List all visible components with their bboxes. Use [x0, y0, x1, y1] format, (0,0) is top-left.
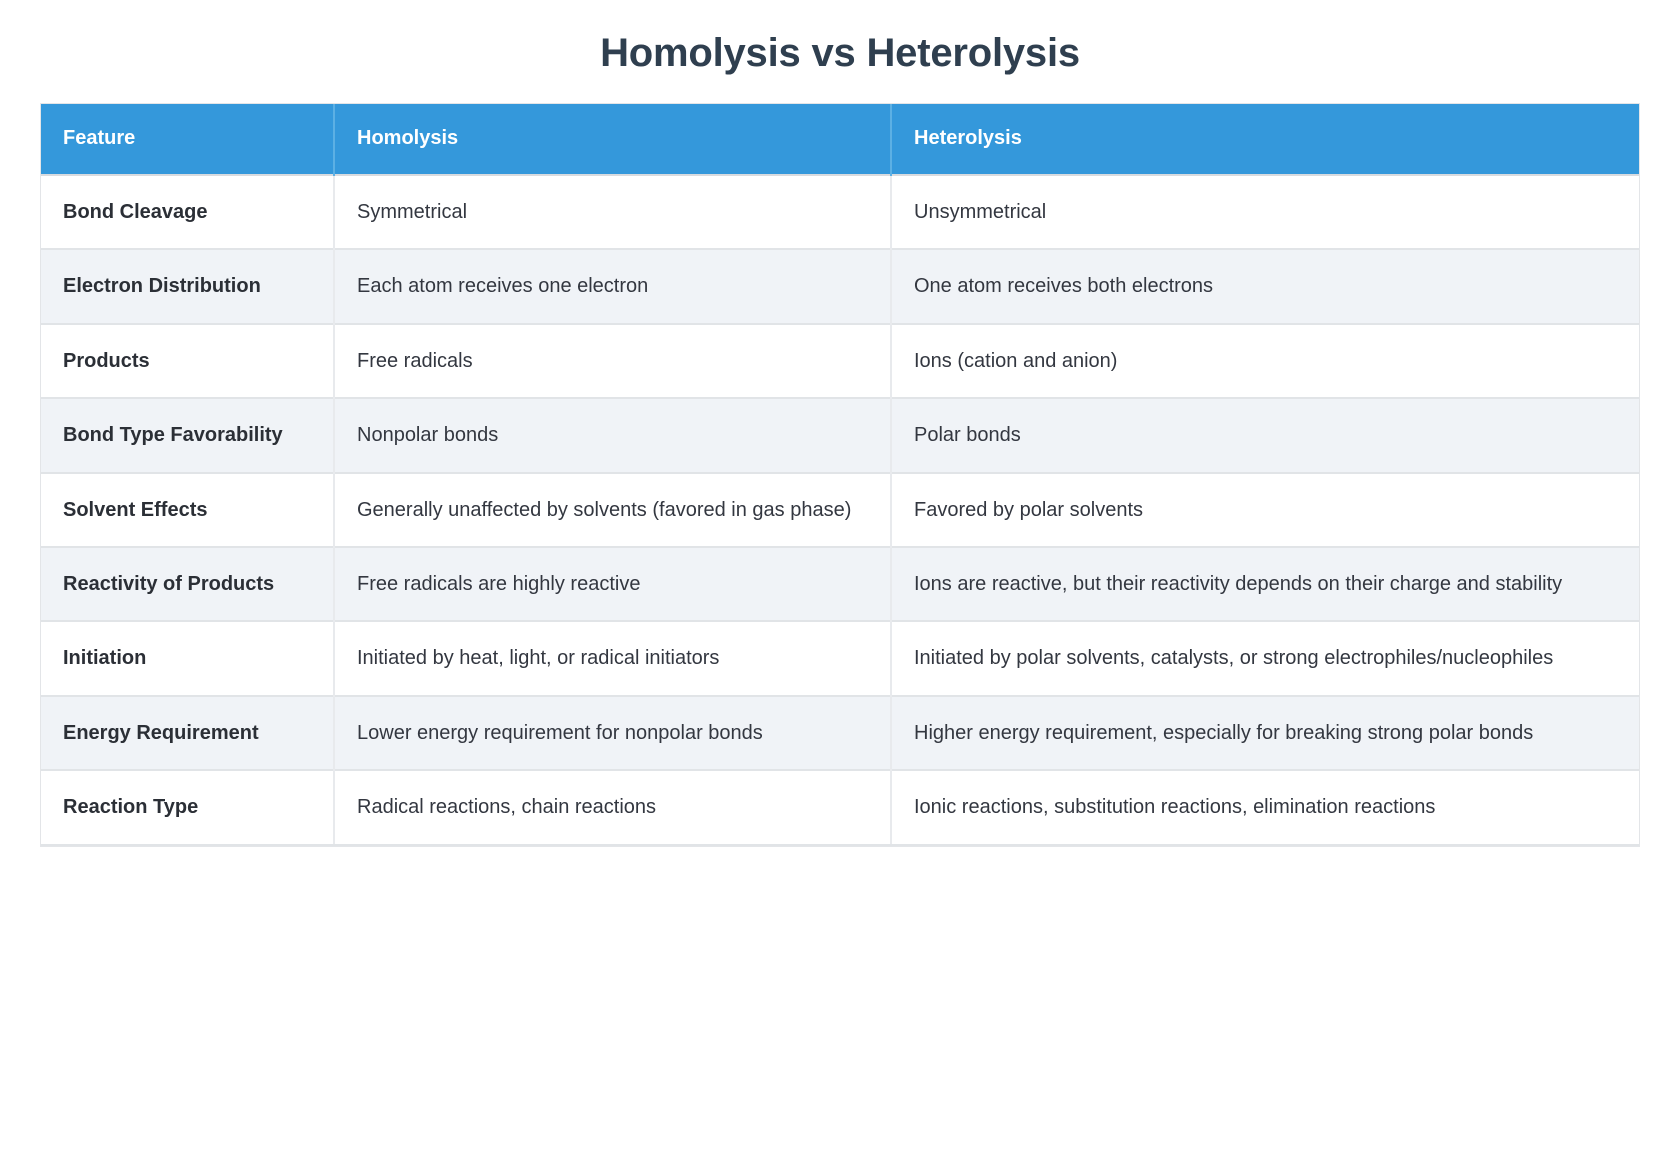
column-header-feature[interactable]: Feature: [41, 104, 334, 175]
cell-heterolysis: Polar bonds: [891, 398, 1639, 472]
cell-feature: Products: [41, 324, 334, 398]
cell-heterolysis: Ions are reactive, but their reactivity depends on their charge and stability: [891, 547, 1639, 621]
cell-homolysis: Symmetrical: [334, 175, 891, 249]
cell-feature: Reaction Type: [41, 770, 334, 844]
table-row: [41, 621, 1639, 695]
column-header-homolysis[interactable]: Homolysis: [334, 104, 891, 175]
cell-homolysis: Free radicals are highly reactive: [334, 547, 891, 621]
table-row: [41, 770, 1639, 844]
table-row: [41, 324, 1639, 398]
table-header: [41, 104, 1639, 175]
cell-heterolysis: Initiated by polar solvents, catalysts, or strong electrophiles/nucleophiles: [891, 621, 1639, 695]
cell-heterolysis: Ions (cation and anion): [891, 324, 1639, 398]
cell-feature: Bond Cleavage: [41, 175, 334, 249]
cell-feature: Initiation: [41, 621, 334, 695]
table-header-row: [41, 104, 1639, 175]
cell-homolysis: Lower energy requirement for nonpolar bonds: [334, 696, 891, 770]
table-row: [41, 547, 1639, 621]
column-header-heterolysis[interactable]: Heterolysis: [891, 104, 1639, 175]
cell-feature: Energy Requirement: [41, 696, 334, 770]
cell-feature: Reactivity of Products: [41, 547, 334, 621]
cell-homolysis: Radical reactions, chain reactions: [334, 770, 891, 844]
table-row: [41, 696, 1639, 770]
cell-feature: Electron Distribution: [41, 249, 334, 323]
cell-feature: Bond Type Favorability: [41, 398, 334, 472]
cell-feature: Solvent Effects: [41, 473, 334, 547]
table-row: [41, 175, 1639, 249]
table-row: [41, 398, 1639, 472]
cell-heterolysis: One atom receives both electrons: [891, 249, 1639, 323]
cell-homolysis: Initiated by heat, light, or radical initiators: [334, 621, 891, 695]
cell-heterolysis: Ionic reactions, substitution reactions, elimination reactions: [891, 770, 1639, 844]
table-body: [41, 175, 1639, 845]
comparison-table: [41, 104, 1639, 846]
cell-heterolysis: Higher energy requirement, especially for breaking strong polar bonds: [891, 696, 1639, 770]
comparison-table-container: [41, 104, 1639, 846]
cell-homolysis: Nonpolar bonds: [334, 398, 891, 472]
table-row: [41, 249, 1639, 323]
table-row: [41, 473, 1639, 547]
cell-homolysis: Generally unaffected by solvents (favored in gas phase): [334, 473, 891, 547]
cell-homolysis: Free radicals: [334, 324, 891, 398]
cell-heterolysis: Favored by polar solvents: [891, 473, 1639, 547]
page-title: Homolysis vs Heterolysis: [600, 31, 1080, 75]
cell-homolysis: Each atom receives one electron: [334, 249, 891, 323]
cell-heterolysis: Unsymmetrical: [891, 175, 1639, 249]
